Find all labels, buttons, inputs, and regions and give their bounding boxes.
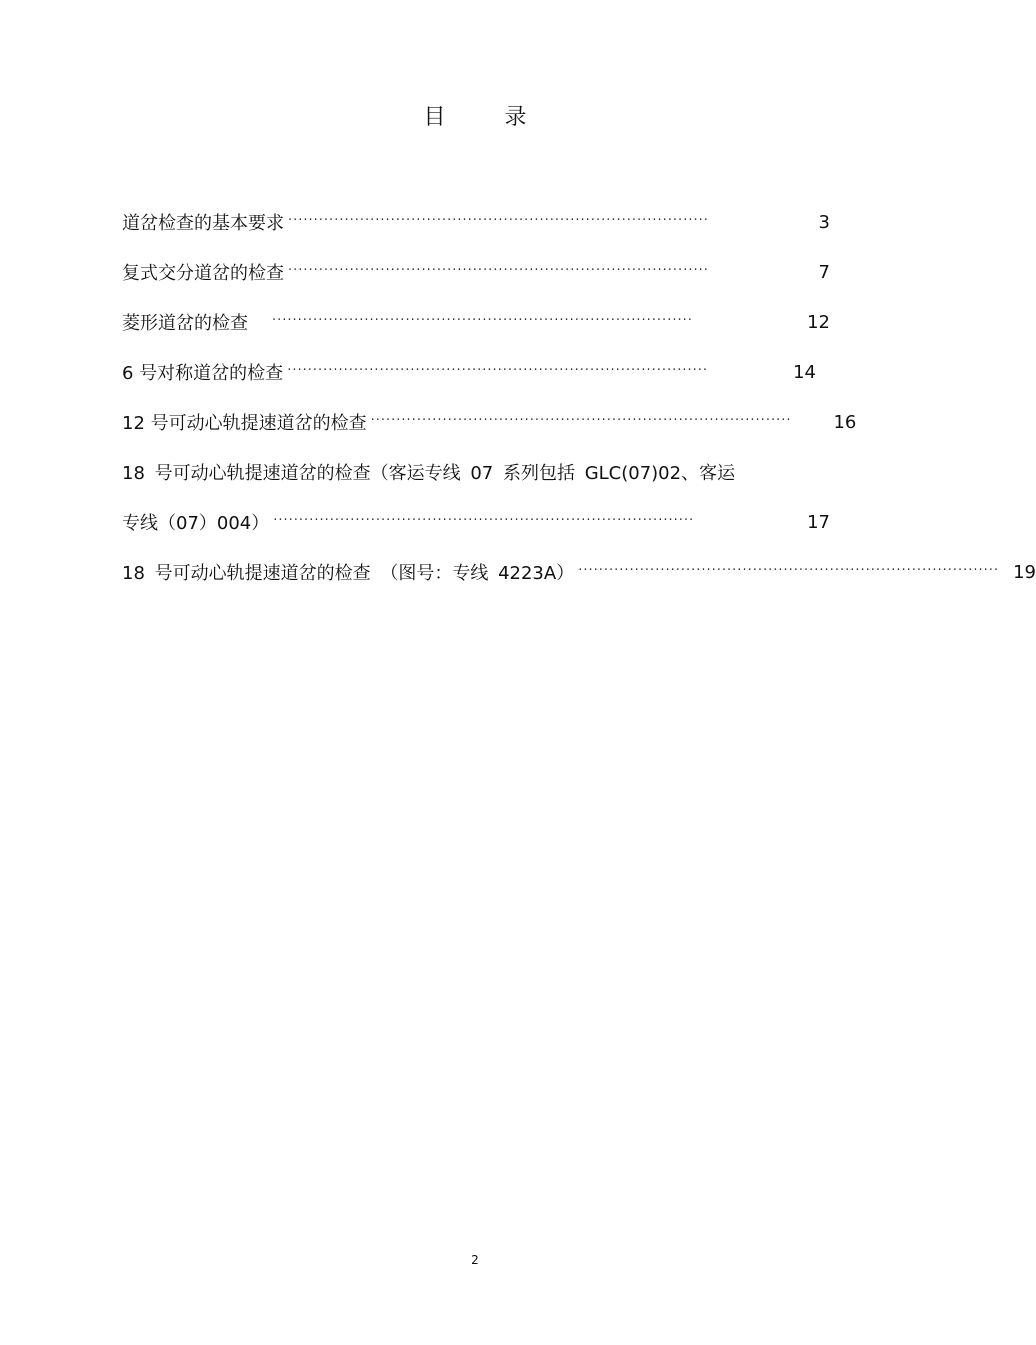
- toc-page-number: 17: [807, 511, 830, 533]
- page-title: 目 录: [423, 105, 553, 130]
- toc-leader-dots: ··················································································: [288, 262, 709, 278]
- toc-entry-label: 18 号可动心轨提速道岔的检查 （图号：专线 4223A）: [122, 563, 575, 584]
- toc-page-number: 3: [818, 211, 830, 233]
- toc-page-number: 19: [1013, 561, 1036, 583]
- toc-entry-label: 菱形道岔的检查: [122, 313, 248, 334]
- toc-page-number: 12: [807, 311, 830, 333]
- toc-entry-basic-requirements[interactable]: [122, 197, 830, 247]
- toc-entry-no18-movable-line1[interactable]: [122, 447, 830, 497]
- toc-entry-label: 复式交分道岔的检查: [122, 263, 284, 284]
- toc-leader-dots: ··················································································: [578, 562, 1000, 578]
- toc-entry-double-slip[interactable]: [122, 247, 830, 297]
- toc-entry-label: 12 号可动心轨提速道岔的检查: [122, 413, 367, 434]
- toc-leader-dots: ··················································································: [273, 512, 695, 528]
- toc-entry-no18-movable-line2[interactable]: [122, 497, 830, 547]
- toc-page-number: 7: [818, 261, 830, 283]
- table-of-contents: [122, 197, 1036, 597]
- toc-entry-no12-movable[interactable]: [122, 397, 857, 447]
- toc-entry-label: 18 号可动心轨提速道岔的检查（客运专线 07 系列包括 GLC(07)02、客运: [122, 463, 736, 484]
- toc-leader-dots: ··················································································: [287, 362, 709, 378]
- toc-entry-label: 6 号对称道岔的检查: [122, 363, 284, 384]
- toc-page-number: 16: [833, 411, 857, 433]
- toc-leader-dots: ··················································································: [272, 312, 693, 328]
- toc-entry-diamond-crossing[interactable]: [122, 297, 830, 347]
- toc-entry-no6-symmetric[interactable]: [122, 347, 830, 397]
- page-number: 2: [471, 1253, 479, 1267]
- toc-entry-no18-4223a[interactable]: [122, 547, 1036, 597]
- toc-page-number: 14: [793, 361, 816, 383]
- toc-entry-label: 道岔检查的基本要求: [122, 213, 284, 234]
- toc-entry-label: 专线（07）004）: [122, 513, 270, 534]
- toc-leader-dots: ··················································································: [370, 412, 792, 428]
- toc-leader-dots: ··················································································: [288, 212, 709, 228]
